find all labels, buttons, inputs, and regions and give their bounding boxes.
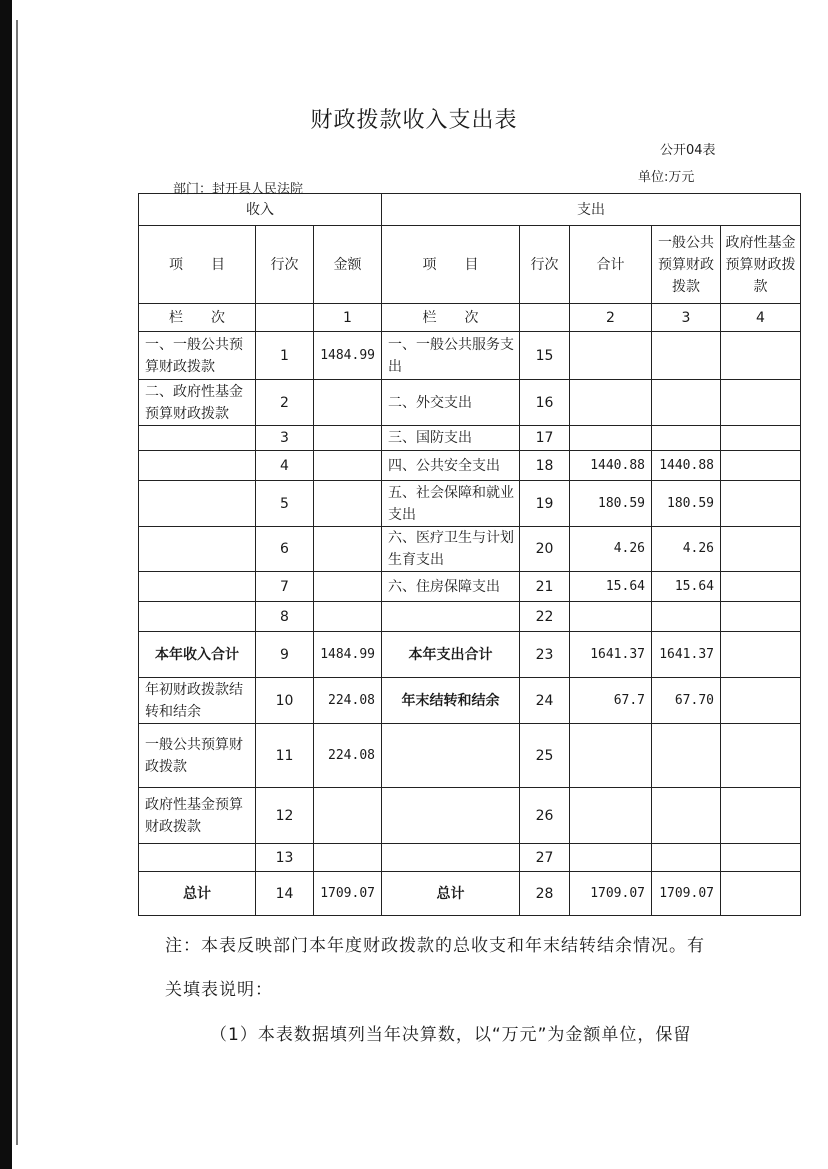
income-item (139, 572, 256, 602)
scan-edge (0, 0, 12, 1169)
income-item (139, 527, 256, 572)
column-blank (520, 304, 570, 332)
table-row (139, 602, 801, 632)
expense-item: 年末结转和结余 (382, 678, 520, 724)
income-row-no: 1 (256, 332, 314, 380)
income-row-no: 11 (256, 724, 314, 788)
income-item (139, 481, 256, 527)
general-budget-amount: 180.59 (652, 481, 721, 527)
header-row-no: 行次 (520, 226, 570, 304)
column-3: 3 (652, 304, 721, 332)
expense-row-no: 15 (520, 332, 570, 380)
income-row-no: 4 (256, 451, 314, 481)
gov-fund-amount (721, 527, 801, 572)
expense-item (382, 844, 520, 872)
unit-label: 单位:万元 (638, 170, 695, 185)
expense-item: 五、社会保障和就业支出 (382, 481, 520, 527)
income-amount (314, 451, 382, 481)
income-header: 收入 (139, 194, 382, 226)
expense-row-no: 22 (520, 602, 570, 632)
gov-fund-amount (721, 872, 801, 916)
income-item: 一般公共预算财政拨款 (139, 724, 256, 788)
gov-fund-amount (721, 481, 801, 527)
income-amount: 224.08 (314, 678, 382, 724)
note-line-1: 注：本表反映部门本年度财政拨款的总收支和年末结转结余情况。有 (165, 936, 705, 956)
expense-total: 67.7 (570, 678, 652, 724)
expense-item: 三、国防支出 (382, 426, 520, 451)
scan-line (16, 20, 18, 1145)
expense-item (382, 724, 520, 788)
gov-fund-amount (721, 788, 801, 844)
expense-item: 本年支出合计 (382, 632, 520, 678)
expense-row-no: 27 (520, 844, 570, 872)
income-row-no: 9 (256, 632, 314, 678)
general-budget-amount (652, 724, 721, 788)
expense-row-no: 20 (520, 527, 570, 572)
income-item: 总计 (139, 872, 256, 916)
income-row-no: 2 (256, 380, 314, 426)
appropriation-table (138, 193, 801, 916)
table-row (139, 332, 801, 380)
expense-total (570, 332, 652, 380)
expense-total: 15.64 (570, 572, 652, 602)
column-4: 4 (721, 304, 801, 332)
income-row-no: 5 (256, 481, 314, 527)
table-row (139, 527, 801, 572)
expense-row-no: 18 (520, 451, 570, 481)
column-2: 2 (570, 304, 652, 332)
general-budget-amount (652, 844, 721, 872)
income-amount (314, 572, 382, 602)
table-row (139, 380, 801, 426)
column-label: 栏 次 (139, 304, 256, 332)
gov-fund-amount (721, 426, 801, 451)
expense-total (570, 844, 652, 872)
expense-header: 支出 (382, 194, 801, 226)
expense-item: 总计 (382, 872, 520, 916)
general-budget-amount: 1709.07 (652, 872, 721, 916)
general-budget-amount: 4.26 (652, 527, 721, 572)
income-amount (314, 481, 382, 527)
income-item (139, 426, 256, 451)
column-blank (256, 304, 314, 332)
table-row (139, 724, 801, 788)
income-row-no: 6 (256, 527, 314, 572)
general-budget-amount (652, 788, 721, 844)
income-amount: 1484.99 (314, 332, 382, 380)
income-amount (314, 844, 382, 872)
header-amount: 金额 (314, 226, 382, 304)
expense-row-no: 26 (520, 788, 570, 844)
header-item: 项 目 (139, 226, 256, 304)
expense-total (570, 602, 652, 632)
income-amount: 1484.99 (314, 632, 382, 678)
expense-total (570, 426, 652, 451)
note-line-3: （1）本表数据填列当年决算数，以“万元”为金额单位，保留 (210, 1025, 692, 1045)
expense-total: 1641.37 (570, 632, 652, 678)
table-row (139, 844, 801, 872)
gov-fund-amount (721, 380, 801, 426)
expense-total (570, 724, 652, 788)
income-amount: 224.08 (314, 724, 382, 788)
expense-row-no: 17 (520, 426, 570, 451)
note-line-2: 关填表说明： (165, 980, 273, 1000)
expense-row-no: 23 (520, 632, 570, 678)
expense-row-no: 25 (520, 724, 570, 788)
expense-item: 四、公共安全支出 (382, 451, 520, 481)
income-amount (314, 788, 382, 844)
expense-item: 一、一般公共服务支出 (382, 332, 520, 380)
table-row (139, 678, 801, 724)
table-row (139, 572, 801, 602)
income-amount (314, 380, 382, 426)
column-label: 栏 次 (382, 304, 520, 332)
table-body (139, 332, 801, 916)
page-title: 财政拨款收入支出表 (310, 108, 518, 133)
income-item: 本年收入合计 (139, 632, 256, 678)
header-item: 项 目 (382, 226, 520, 304)
general-budget-amount: 67.70 (652, 678, 721, 724)
income-amount: 1709.07 (314, 872, 382, 916)
income-item (139, 844, 256, 872)
income-row-no: 12 (256, 788, 314, 844)
general-budget-amount: 1440.88 (652, 451, 721, 481)
gov-fund-amount (721, 632, 801, 678)
expense-row-no: 28 (520, 872, 570, 916)
income-item: 政府性基金预算财政拨款 (139, 788, 256, 844)
table-row (139, 451, 801, 481)
gov-fund-amount (721, 332, 801, 380)
form-number: 公开04表 (660, 143, 716, 158)
general-budget-amount (652, 426, 721, 451)
header-general-budget: 一般公共预算财政拨款 (652, 226, 721, 304)
expense-total: 4.26 (570, 527, 652, 572)
gov-fund-amount (721, 602, 801, 632)
header-gov-fund: 政府性基金预算财政拨款 (721, 226, 801, 304)
table-row (139, 872, 801, 916)
table-row (139, 481, 801, 527)
general-budget-amount: 1641.37 (652, 632, 721, 678)
income-item (139, 602, 256, 632)
general-budget-amount (652, 602, 721, 632)
gov-fund-amount (721, 572, 801, 602)
expense-row-no: 21 (520, 572, 570, 602)
income-item: 一、一般公共预算财政拨款 (139, 332, 256, 380)
income-row-no: 3 (256, 426, 314, 451)
department-label: 部门：封开县人民法院 (173, 182, 304, 197)
expense-total (570, 788, 652, 844)
income-row-no: 7 (256, 572, 314, 602)
income-amount (314, 527, 382, 572)
table-row (139, 788, 801, 844)
expense-row-no: 24 (520, 678, 570, 724)
income-row-no: 10 (256, 678, 314, 724)
general-budget-amount (652, 332, 721, 380)
income-item (139, 451, 256, 481)
gov-fund-amount (721, 724, 801, 788)
expense-total (570, 380, 652, 426)
income-row-no: 8 (256, 602, 314, 632)
expense-total: 1440.88 (570, 451, 652, 481)
expense-item: 六、医疗卫生与计划生育支出 (382, 527, 520, 572)
expense-item: 六、住房保障支出 (382, 572, 520, 602)
income-item: 年初财政拨款结转和结余 (139, 678, 256, 724)
expense-total: 1709.07 (570, 872, 652, 916)
gov-fund-amount (721, 844, 801, 872)
gov-fund-amount (721, 451, 801, 481)
income-row-no: 14 (256, 872, 314, 916)
income-amount (314, 426, 382, 451)
general-budget-amount (652, 380, 721, 426)
general-budget-amount: 15.64 (652, 572, 721, 602)
income-amount (314, 602, 382, 632)
expense-item: 二、外交支出 (382, 380, 520, 426)
table-row (139, 632, 801, 678)
gov-fund-amount (721, 678, 801, 724)
expense-row-no: 16 (520, 380, 570, 426)
column-1: 1 (314, 304, 382, 332)
table-row (139, 426, 801, 451)
expense-row-no: 19 (520, 481, 570, 527)
expense-total: 180.59 (570, 481, 652, 527)
income-row-no: 13 (256, 844, 314, 872)
expense-item (382, 602, 520, 632)
header-row-no: 行次 (256, 226, 314, 304)
expense-item (382, 788, 520, 844)
header-total: 合计 (570, 226, 652, 304)
income-item: 二、政府性基金预算财政拨款 (139, 380, 256, 426)
